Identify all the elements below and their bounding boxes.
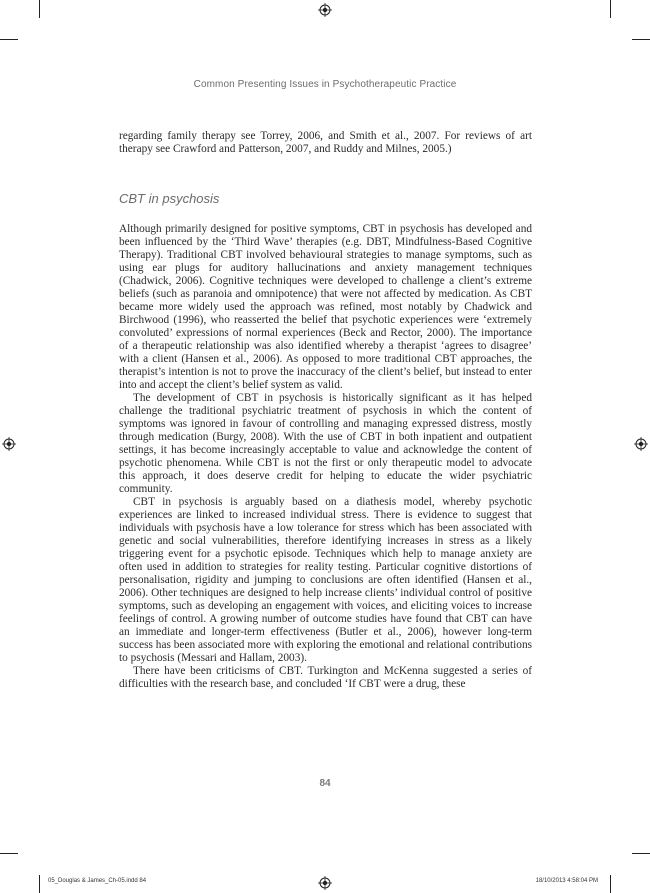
paragraph: The development of CBT in psychosis is historically significant as it has helped challenge the traditional psychiatric treatment of psychosis in which the content of symptoms was ignored in favour of controlling and managing expressed distress, mostly through medication (Burgy, 2008). With the use of CBT in both inpatient and outpatient settings, it has become increasingly acceptable to value and acknowledge the content of psychotic phenomena. While CBT is not the first or only therapeutic model to advocate this approach, it does deserve credit for helping to educate the wider psychiatric community. [119, 392, 532, 495]
main-text [119, 223, 532, 691]
crop-mark [632, 39, 650, 40]
registration-mark-icon [318, 3, 332, 17]
crop-mark [610, 875, 611, 893]
registration-mark-icon [318, 876, 332, 890]
page-number: 84 [319, 778, 331, 789]
slug-timestamp: 18/10/2013 4:58:04 PM [535, 878, 598, 884]
crop-mark [0, 853, 18, 854]
slug-file-name: 05_Douglas & James_Ch-05.indd 84 [48, 878, 147, 884]
paragraph: CBT in psychosis is arguably based on a diathesis model, whereby psychotic experiences are linked to increased individual stress. There is evidence to suggest that individuals with psychosis have a low tolerance for stress which has been associated with genetic and social vulnerabilities, therefore identifying increases in stress as a likely triggering event for a psychotic episode. Techniques which help to manage anxiety are often used in addition to strategies for reality testing. Particular cognitive distortions of personalisation, rigidity and jumping to conclusions are often identified (Hansen et al., 2006). Other techniques are designed to help increase clients’ individual control of positive symptoms, such as developing an engagement with voices, and eliciting voices to increase feelings of control. A growing number of outcome studies have found that CBT can have an immediate and longer-term effectiveness (Butler et al., 2006), however long-term success has been associated more with exploring the emotional and relational contributions to psychosis (Messari and Hallam, 2003). [119, 496, 532, 664]
section-heading: CBT in psychosis [119, 191, 220, 206]
paragraph: Although primarily designed for positive symptoms, CBT in psychosis has developed and been influenced by the ‘Third Wave’ therapies (e.g. DBT, Mindfulness-Based Cognitive Therapy). Traditional CBT involved behavioural strategies to manage symptoms, such as using ear plugs for auditory hallucinations and anxiety management techniques (Chadwick, 2006). Cognitive techniques were developed to challenge a client’s extreme beliefs (such as paranoia and omnipotence) that were not affected by medication. As CBT became more widely used the approach was refined, most notably by Chadwick and Birchwood (1996), who reasserted the belief that psychotic experiences were ‘extremely convoluted’ expressions of normal experiences (Beck and Rector, 2000). The importance of a therapeutic relationship was also identified whereby a therapist ‘agrees to disagree’ with a client (Hansen et al., 2006). As opposed to more traditional CBT approaches, the therapist’s intention is not to prove the inaccuracy of the client’s belief, but instead to enter into and accept the client’s belief system as valid. [119, 223, 532, 391]
crop-mark [610, 0, 611, 18]
crop-mark [0, 39, 18, 40]
crop-mark [39, 0, 40, 18]
registration-mark-icon [2, 437, 16, 451]
paragraph: There have been criticisms of CBT. Turkington and McKenna suggested a series of difficulties with the research base, and concluded ‘If CBT were a drug, these [119, 665, 532, 690]
paragraph: regarding family therapy see Torrey, 2006, and Smith et al., 2007. For reviews of art therapy see Crawford and Patterson, 2007, and Ruddy and Milnes, 2005.) [119, 130, 532, 155]
crop-mark [39, 875, 40, 893]
registration-mark-icon [634, 437, 648, 451]
running-head: Common Presenting Issues in Psychotherapeutic Practice [193, 79, 457, 90]
intro-paragraph [119, 130, 532, 156]
crop-mark [632, 853, 650, 854]
